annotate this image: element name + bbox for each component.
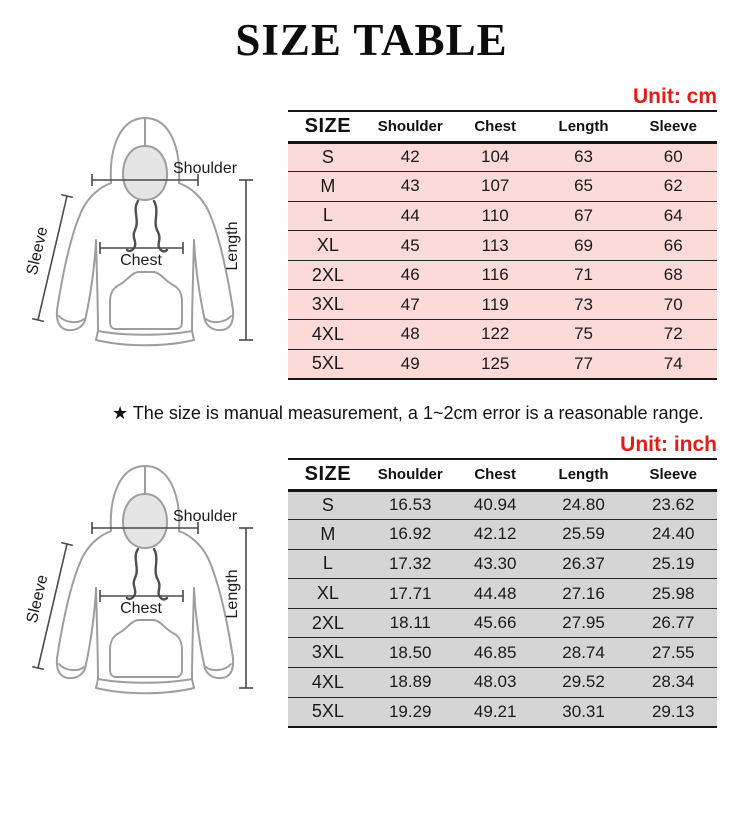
measurement-cell: 24.40 [629,520,717,550]
measurement-cell: 65 [538,172,630,202]
size-cell: 2XL [288,608,368,638]
measurement-cell: 42.12 [453,520,538,550]
inch-table-area [288,432,743,736]
measurement-cell: 74 [629,349,717,379]
col-header-length: Length [538,459,630,490]
measurement-cell: 44.48 [453,579,538,609]
measurement-cell: 18.50 [368,638,453,668]
measurement-cell: 71 [538,260,630,290]
measurement-cell: 60 [629,142,717,172]
hoodie-diagram-inch [0,432,288,736]
measurement-cell: 77 [538,349,630,379]
measurement-cell: 67 [538,201,630,231]
col-header-shoulder: Shoulder [368,111,453,142]
diagram-label-chest: Chest [120,600,162,617]
measurement-cell: 42 [368,142,453,172]
table-row [288,201,717,231]
cm-section [0,84,743,388]
hood-face-opening [123,146,167,200]
measurement-cell: 29.52 [538,668,630,698]
size-cell: XL [288,579,368,609]
measurement-cell: 18.11 [368,608,453,638]
table-row [288,260,717,290]
measurement-cell: 47 [368,290,453,320]
hoodie-outline [57,466,233,693]
measurement-cell: 110 [453,201,538,231]
size-cell: XL [288,231,368,261]
measurement-cell: 25.59 [538,520,630,550]
table-row [288,549,717,579]
size-cell: L [288,549,368,579]
measurement-cell: 104 [453,142,538,172]
measurement-cell: 23.62 [629,490,717,520]
measurement-cell: 62 [629,172,717,202]
table-row [288,520,717,550]
measurement-cell: 64 [629,201,717,231]
measurement-cell: 46.85 [453,638,538,668]
size-cell: 3XL [288,290,368,320]
col-header-chest: Chest [453,111,538,142]
measurement-cell: 28.34 [629,668,717,698]
table-row [288,172,717,202]
measurement-cell: 25.98 [629,579,717,609]
measurement-cell: 27.55 [629,638,717,668]
size-table-cm [288,110,717,380]
kangaroo-pocket [110,272,182,329]
diagram-label-sleeve: Sleeve [23,573,52,625]
measurement-cell: 113 [453,231,538,261]
measurement-cell: 26.77 [629,608,717,638]
header-row [288,111,717,142]
measurement-cell: 119 [453,290,538,320]
drawstrings [127,549,167,599]
col-header-size: SIZE [288,111,368,142]
measurement-cell: 68 [629,260,717,290]
table-row [288,579,717,609]
unit-label-cm: Unit: cm [633,85,717,108]
col-header-length: Length [538,111,630,142]
table-row [288,231,717,261]
measurement-cell: 24.80 [538,490,630,520]
hoodie-outline [57,118,233,345]
hoodie-diagram-cm [0,84,288,388]
size-cell: S [288,142,368,172]
measurement-cell: 45 [368,231,453,261]
hoodie-measurement-diagram [10,436,280,736]
measurement-cell: 63 [538,142,630,172]
measurement-cell: 27.16 [538,579,630,609]
col-header-sleeve: Sleeve [629,459,717,490]
measurement-cell: 72 [629,320,717,350]
measurement-cell: 40.94 [453,490,538,520]
measurement-cell: 27.95 [538,608,630,638]
table-row [288,490,717,520]
measurement-note: ★ The size is manual measurement, a 1~2cm error is a reasonable range. [112,403,704,423]
hood-face-opening [123,494,167,548]
measurement-cell: 45.66 [453,608,538,638]
measurement-cell: 16.92 [368,520,453,550]
size-cell: L [288,201,368,231]
measurement-cell: 46 [368,260,453,290]
measurement-cell: 69 [538,231,630,261]
measurement-cell: 43.30 [453,549,538,579]
measurement-cell: 25.19 [629,549,717,579]
diagram-label-sleeve: Sleeve [23,225,52,277]
header-row [288,459,717,490]
table-row [288,290,717,320]
diagram-label-chest: Chest [120,252,162,269]
measurement-cell: 44 [368,201,453,231]
measurement-cell: 66 [629,231,717,261]
size-cell: S [288,490,368,520]
size-cell: 4XL [288,668,368,698]
inch-section [0,432,743,736]
table-row [288,668,717,698]
measurement-cell: 48 [368,320,453,350]
measurement-cell: 18.89 [368,668,453,698]
table-row [288,697,717,727]
measurement-cell: 26.37 [538,549,630,579]
measurement-cell: 19.29 [368,697,453,727]
measurement-cell: 17.71 [368,579,453,609]
diagram-label-shoulder: Shoulder [173,508,238,525]
hoodie-measurement-diagram [10,88,280,388]
size-cell: 3XL [288,638,368,668]
measurement-cell: 29.13 [629,697,717,727]
size-cell: 4XL [288,320,368,350]
table-row [288,638,717,668]
table-row [288,320,717,350]
drawstrings [127,201,167,251]
cm-table-area [288,84,743,388]
measurement-cell: 73 [538,290,630,320]
size-cell: 5XL [288,697,368,727]
measurement-cell: 28.74 [538,638,630,668]
table-row [288,608,717,638]
diagram-label-shoulder: Shoulder [173,160,238,177]
page-title: SIZE TABLE [235,15,508,65]
diagram-label-length: Length [224,221,241,271]
size-cell: M [288,172,368,202]
measurement-cell: 43 [368,172,453,202]
measurement-cell: 75 [538,320,630,350]
measurement-cell: 30.31 [538,697,630,727]
measurement-cell: 49 [368,349,453,379]
size-cell: M [288,520,368,550]
measurement-cell: 116 [453,260,538,290]
col-header-shoulder: Shoulder [368,459,453,490]
size-chart-page [0,14,743,736]
col-header-chest: Chest [453,459,538,490]
kangaroo-pocket [110,620,182,677]
measurement-cell: 49.21 [453,697,538,727]
measurement-cell: 16.53 [368,490,453,520]
unit-label-inch: Unit: inch [620,433,717,456]
size-cell: 5XL [288,349,368,379]
measurement-cell: 107 [453,172,538,202]
measurement-cell: 125 [453,349,538,379]
measurement-cell: 17.32 [368,549,453,579]
table-row [288,142,717,172]
measurement-cell: 48.03 [453,668,538,698]
size-cell: 2XL [288,260,368,290]
diagram-label-length: Length [224,569,241,619]
size-table-inch [288,458,717,728]
measurement-cell: 70 [629,290,717,320]
col-header-sleeve: Sleeve [629,111,717,142]
table-row [288,349,717,379]
measurement-cell: 122 [453,320,538,350]
col-header-size: SIZE [288,459,368,490]
